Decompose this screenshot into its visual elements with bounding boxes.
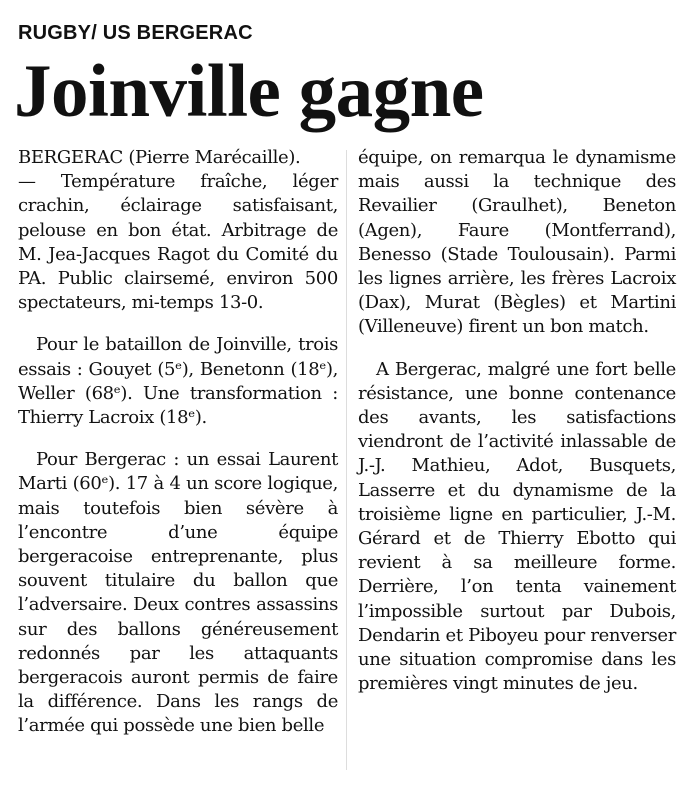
paragraph-bergerac-scores: Pour Bergerac : un essai Laurent Marti (60ᵉ). 17 à 4 un score logique, mais toutefois bien sévère à l’encontre d’une équipe bergeracoise entreprenante, plus souvent titulaire du ballon que l’adversaire. Deux contres assassins sur des ballons généreusement redonnés par les attaquants bergeracois auront permis de faire la différence. Dans les rangs de l’armée qui possède une bien belle [18,449,338,737]
left-column [18,146,338,739]
column-divider [346,150,347,770]
paragraph-intro: BERGERAC (Pierre Marécaille). — Température fraîche, léger crachin, éclairage satisfaisant, pelouse en bon état. Arbitrage de M. Jea-Jacques Ragot du Comité du PA. Public clairsemé, environ 500 spectateurs, mi-temps 13-0. [18,147,338,314]
paragraph-joinville-scores: Pour le bataillon de Joinville, trois essais : Gouyet (5ᵉ), Benetonn (18ᵉ), Weller (68ᵉ). Une transformation : Thierry Lacroix (18ᵉ). [18,334,338,429]
headline: Joinville gagne [14,50,484,133]
right-column [358,146,676,696]
paragraph-continuation: équipe, on remarqua le dynamisme mais aussi la technique des Revailier (Graulhet), Beneton (Agen), Faure (Montferrand), Benesso (Stade Toulousain). Parmi les lignes arrière, les frères Lacroix (Dax), Murat (Bègles) et Martini (Villeneuve) firent un bon match. [358,147,676,338]
paragraph-bergerac-analysis: A Bergerac, malgré une fort belle résistance, une bonne contenance des avants, les satisfactions viendront de l’activité inlassable de J.-J. Mathieu, Adot, Busquets, Lasserre et du dynamisme de la troisième ligne en particulier, J.-M. Gérard et de Thierry Ebotto qui revient à sa meilleure forme. Derrière, l’on tenta vainement l’impossible surtout par Dubois, Dendarin et Piboyeu pour renverser une situation compromise dans les premières vingt minutes de jeu. [358,358,676,695]
section-kicker: RUGBY/ US BERGERAC [18,22,253,44]
